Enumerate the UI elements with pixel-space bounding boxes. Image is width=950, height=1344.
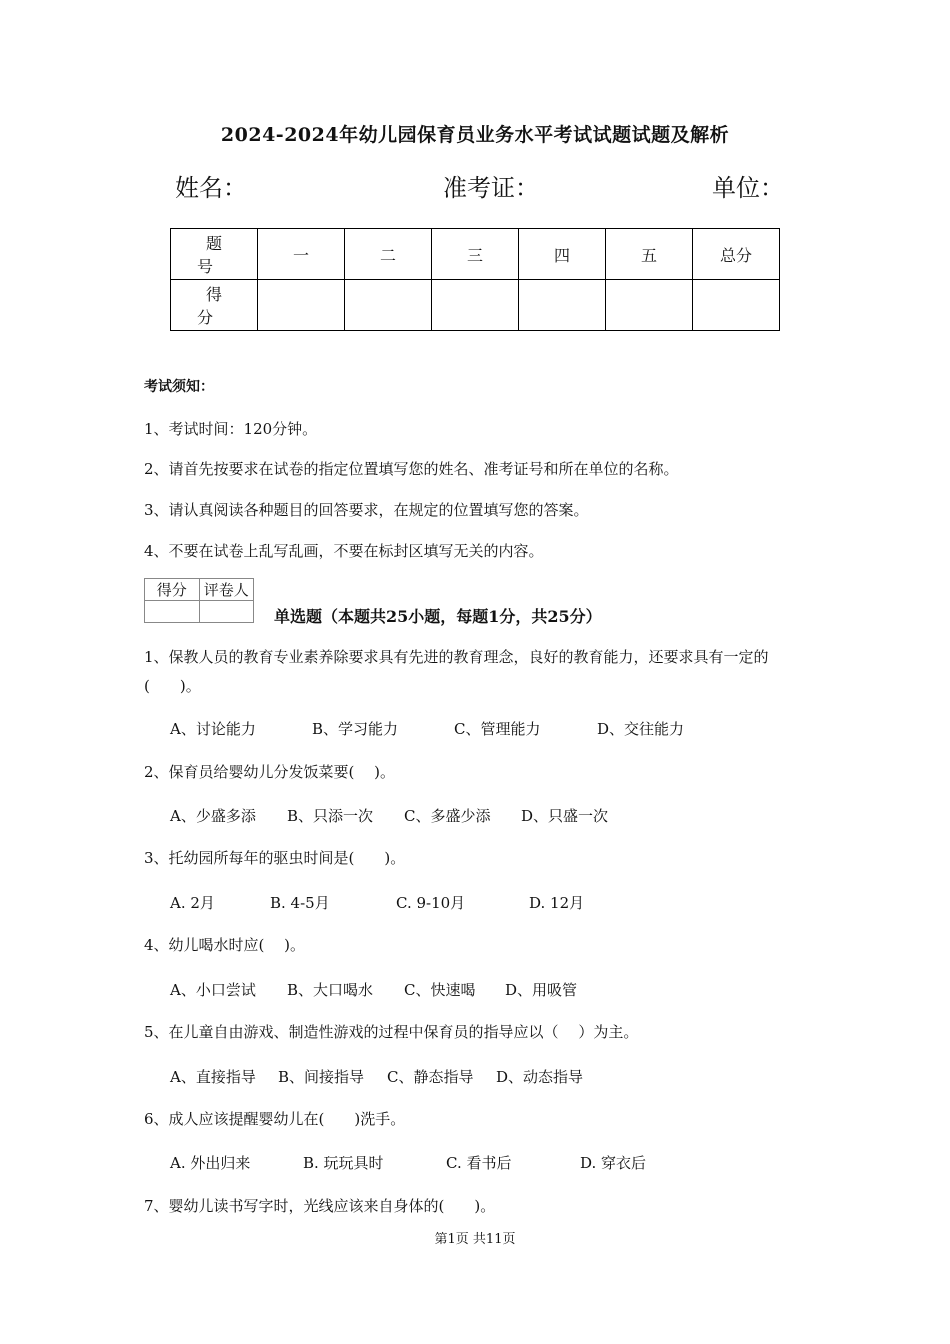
option: D、交往能力 (597, 720, 685, 738)
option: A、小口尝试 (170, 981, 256, 999)
option: B. 玩玩具时 (303, 1154, 384, 1172)
option: C. 看书后 (446, 1154, 512, 1172)
notice-item: 2、请首先按要求在试卷的指定位置填写您的姓名、准考证号和所在单位的名称。 (144, 460, 679, 478)
notice-item: 1、考试时间：120分钟。 (144, 420, 318, 438)
section-title: 单选题（本题共25小题，每题1分，共25分） (274, 607, 602, 626)
question-text: 6、成人应该提醒婴幼儿在( )洗手。 (144, 1110, 406, 1128)
section-3-header: 三 (432, 229, 519, 280)
question-text: 2、保育员给婴幼儿分发饭菜要( )。 (144, 763, 396, 781)
grader-score-cell (145, 601, 200, 623)
total-header: 总分 (693, 229, 780, 280)
option: D、动态指导 (496, 1068, 584, 1086)
option: A、讨论能力 (170, 720, 256, 738)
name-label: 姓名： (175, 174, 247, 202)
option: A. 2月 (170, 894, 215, 912)
score-cell (606, 280, 693, 331)
option: B、只添一次 (287, 807, 374, 825)
option: B、学习能力 (312, 720, 399, 738)
score-row-header: 得 分 (171, 280, 258, 331)
question-text: 1、保教人员的教育专业素养除要求具有先进的教育理念，良好的教育能力，还要求具有一定的( )。 (144, 648, 769, 695)
score-table-score-row (171, 280, 780, 331)
grader-table (144, 578, 254, 623)
document-title: 2024-2024年幼儿园保育员业务水平考试试题试题及解析 (220, 124, 730, 146)
notice-item: 4、不要在试卷上乱写乱画，不要在标封区填写无关的内容。 (144, 542, 544, 560)
option: D、只盛一次 (521, 807, 609, 825)
exam-number-label: 准考证： (443, 174, 539, 202)
question-number-header: 题 号 (171, 229, 258, 280)
notice-item: 3、请认真阅读各种题目的回答要求，在规定的位置填写您的答案。 (144, 501, 589, 519)
option: D. 12月 (529, 894, 585, 912)
section-5-header: 五 (606, 229, 693, 280)
option: C、管理能力 (454, 720, 541, 738)
section-4-header: 四 (519, 229, 606, 280)
section-1-header: 一 (258, 229, 345, 280)
option: C、快速喝 (404, 981, 476, 999)
option: A、少盛多添 (170, 807, 256, 825)
option: C、多盛少添 (404, 807, 491, 825)
score-cell (693, 280, 780, 331)
notice-title: 考试须知： (144, 379, 214, 395)
unit-label: 单位： (712, 174, 784, 202)
score-cell (519, 280, 606, 331)
option: A、直接指导 (170, 1068, 256, 1086)
option: B、大口喝水 (287, 981, 374, 999)
option: C、静态指导 (387, 1068, 474, 1086)
question-text: 7、婴幼儿读书写字时，光线应该来自身体的( )。 (144, 1197, 496, 1215)
section-2-header: 二 (345, 229, 432, 280)
score-cell (432, 280, 519, 331)
option: A. 外出归来 (170, 1154, 251, 1172)
option: B. 4-5月 (270, 894, 330, 912)
option: C. 9-10月 (396, 894, 466, 912)
option: D、用吸管 (505, 981, 578, 999)
option: B、间接指导 (278, 1068, 365, 1086)
question-text: 3、托幼园所每年的驱虫时间是( )。 (144, 849, 406, 867)
page-footer: 第1页 共11页 (434, 1232, 516, 1247)
option: D. 穿衣后 (580, 1154, 647, 1172)
question-text: 5、在儿童自由游戏、制造性游戏的过程中保育员的指导应以（ ）为主。 (144, 1023, 639, 1041)
grader-reviewer-cell (199, 601, 254, 623)
score-table (170, 228, 780, 331)
grader-score-label: 得分 (145, 579, 200, 601)
score-cell (345, 280, 432, 331)
score-table-header-row (171, 229, 780, 280)
grader-reviewer-label: 评卷人 (199, 579, 254, 601)
question-text: 4、幼儿喝水时应( )。 (144, 936, 306, 954)
